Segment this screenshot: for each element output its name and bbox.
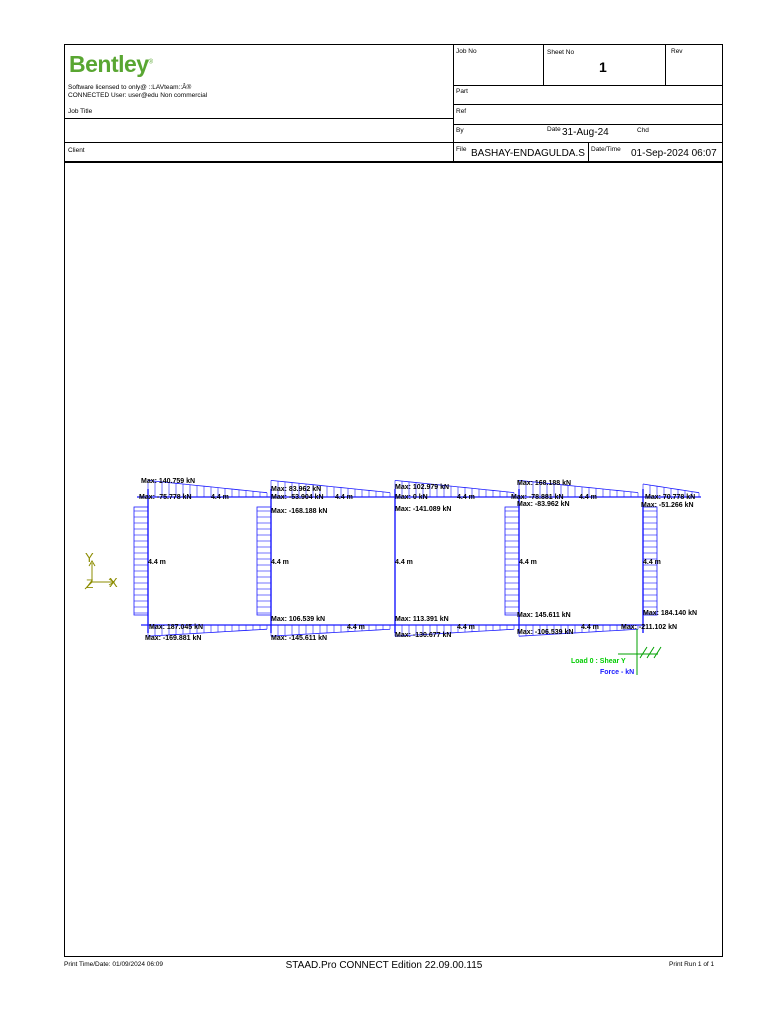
job-no-label: Job No [456, 48, 477, 55]
datetime-label: Date/Time [591, 146, 621, 153]
sheet-no-label: Sheet No [547, 49, 575, 56]
shear-label: Max: 113.391 kN [395, 616, 449, 623]
shear-label: Max: -130.677 kN [395, 632, 452, 639]
date-label: Date [547, 126, 561, 133]
file-label: File [456, 146, 467, 153]
report-sheet [64, 44, 723, 957]
rev-label: Rev [671, 48, 683, 55]
force-unit-caption: Force - kN [600, 669, 635, 676]
shear-label: Max: -78.881 kN [511, 494, 564, 501]
job-title-label: Job Title [68, 108, 93, 115]
print-run: Print Run 1 of 1 [669, 961, 715, 968]
axis-y-label: Y [85, 550, 94, 565]
bentley-logo: Bentley® [69, 51, 153, 77]
software-edition: STAAD.Pro CONNECT Edition 22.09.00.115 [285, 960, 483, 971]
shear-label: Max: -83.962 kN [517, 501, 570, 508]
length-label: 4.4 m [395, 559, 413, 566]
shear-label: Max: -53.904 kN [271, 494, 324, 501]
shear-label: Max: -106.539 kN [517, 629, 574, 636]
shear-label: Max: -169.881 kN [145, 635, 202, 642]
shear-label: Max: 145.611 kN [517, 612, 571, 619]
length-label: 4.4 m [643, 559, 661, 566]
date-value: 31-Aug-24 [562, 127, 609, 138]
license-text: Software licensed to only@ ::LAVteam::Â® CONNECTED User: user@edu Non commercial [68, 84, 208, 99]
ref-label: Ref [456, 108, 467, 115]
print-time: Print Time/Date: 01/09/2024 06:09 [64, 961, 164, 968]
length-label: 4.4 m [519, 559, 537, 566]
shear-label: Max: 168.188 kN [517, 480, 572, 487]
client-label: Client [68, 147, 85, 154]
length-label: 4.4 m [457, 494, 475, 501]
checked-label: Chd [637, 127, 649, 134]
length-label: 4.4 m [581, 624, 599, 631]
sheet-no-value: 1 [599, 59, 607, 75]
shear-label: Max: -145.611 kN [271, 635, 328, 642]
shear-label: Max: 187.045 kN [149, 624, 204, 631]
shear-label: Max: 0 kN [395, 494, 428, 501]
length-label: 4.4 m [335, 494, 353, 501]
length-label: 4.4 m [211, 494, 229, 501]
drawing-area [65, 163, 722, 956]
shear-label: Max: 140.759 kN [141, 478, 196, 485]
by-label: By [456, 127, 464, 134]
shear-label: Max: 106.539 kN [271, 616, 326, 623]
shear-label: Max: -141.089 kN [395, 506, 452, 513]
axis-x-label: X [109, 575, 118, 590]
shear-label: Max: 70.778 kN [645, 494, 696, 501]
shear-label: Max: 83.962 kN [271, 486, 322, 493]
shear-label: Max: -75.778 kN [139, 494, 192, 501]
shear-label: Max: 102.979 kN [395, 484, 450, 491]
length-label: 4.4 m [347, 624, 365, 631]
length-label: 4.4 m [148, 559, 166, 566]
length-label: 4.4 m [579, 494, 597, 501]
datetime-value: 01-Sep-2024 06:07 [631, 148, 717, 159]
frame-structure [134, 480, 701, 636]
shear-label: Max: -168.188 kN [271, 508, 328, 515]
shear-label: Max: 184.140 kN [643, 610, 698, 617]
axis-z-label: Z [86, 577, 94, 591]
load-caption: Load 0 : Shear Y [571, 658, 626, 665]
shear-label: Max: -211.102 kN [621, 624, 678, 631]
file-value: BASHAY-ENDAGULDA.S [471, 148, 585, 159]
shear-label: Max: -51.266 kN [641, 502, 694, 509]
length-label: 4.4 m [271, 559, 289, 566]
part-label: Part [456, 88, 468, 95]
shear-diagram [65, 163, 722, 956]
title-block [65, 45, 722, 162]
diagram-labels [139, 478, 697, 642]
length-label: 4.4 m [457, 624, 475, 631]
